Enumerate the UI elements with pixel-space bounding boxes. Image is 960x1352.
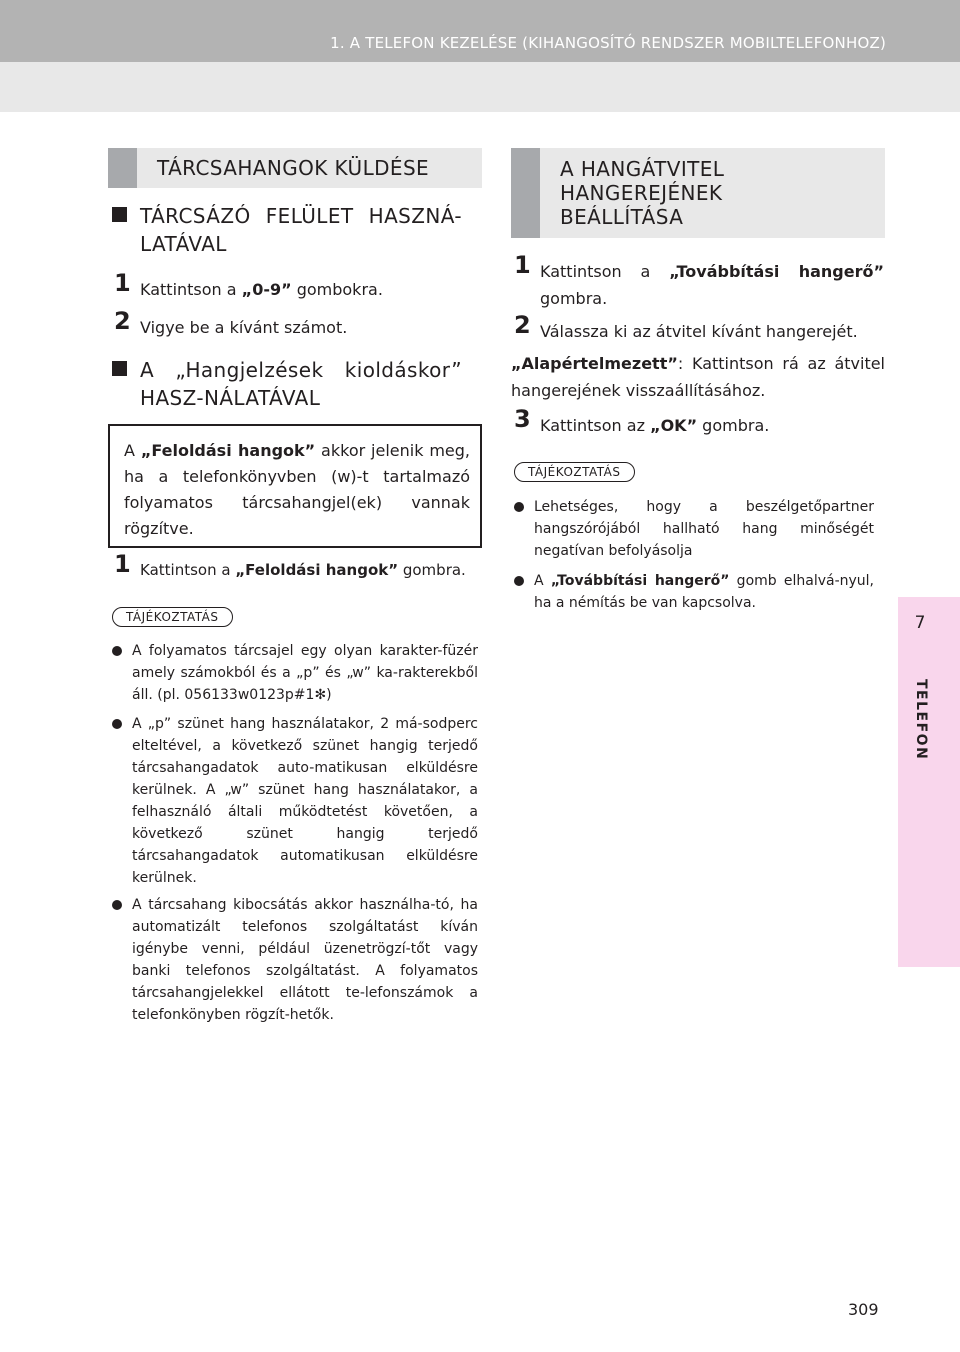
section-heading-right	[511, 148, 885, 238]
step-number: 3	[514, 405, 531, 433]
section-heading-line: HANGEREJÉNEK	[560, 181, 723, 205]
square-bullet-icon	[112, 361, 127, 376]
button-ref-release-tones: „Feloldási hangok”	[235, 561, 399, 579]
bullet-dot-icon	[112, 900, 122, 910]
button-ref-ok: „OK”	[650, 416, 698, 435]
header-bar	[0, 0, 960, 62]
step-text: Vigye be a kívánt számot.	[140, 318, 348, 337]
bullet-dot-icon	[112, 646, 122, 656]
chapter-number: 7	[914, 613, 926, 633]
step-text: Válassza ki az átvitel kívánt hangerejét.	[540, 322, 858, 341]
square-bullet-icon	[112, 207, 127, 222]
chapter-label: TELEFON	[913, 679, 929, 761]
button-ref-default: „Alapértelmezett”	[511, 354, 678, 373]
button-ref-release-tones: „Feloldási hangok”	[140, 441, 316, 460]
default-description: „Alapértelmezett”: Kattintson rá az átvitel hangerejének visszaállításához.	[511, 354, 885, 400]
subheading-text: A „Hangjelzések kioldáskor” HASZ-NÁLATÁVAL	[140, 358, 462, 410]
step-number: 1	[114, 550, 131, 578]
running-header-title: 1. A TELEFON KEZELÉSE (KIHANGOSÍTÓ RENDSZER MOBILTELEFONHOZ)	[330, 34, 886, 52]
subheading-text: TÁRCSÁZÓ FELÜLET HASZNÁ-LATÁVAL	[140, 204, 462, 256]
button-ref-transmit-volume: „Továbbítási hangerő”	[550, 573, 730, 589]
heading-accent-bar	[108, 148, 137, 188]
step-number: 2	[114, 307, 131, 335]
section-heading-line: BEÁLLÍTÁSA	[560, 205, 684, 229]
page-number: 309	[848, 1300, 879, 1319]
step-number: 2	[514, 311, 531, 339]
section-heading-line: A HANGÁTVITEL	[560, 157, 725, 181]
info-label-left: TÁJÉKOZTATÁS	[112, 607, 233, 627]
button-ref-transmit-volume: „Továbbítási hangerő”	[669, 262, 884, 281]
section-heading-left	[108, 148, 482, 188]
info-label-right: TÁJÉKOZTATÁS	[514, 462, 635, 482]
step-text-end: gombokra.	[291, 280, 383, 299]
step-text: Kattintson a	[140, 280, 242, 299]
section-heading-text: TÁRCSAHANGOK KÜLDÉSE	[157, 156, 430, 180]
header-subbar	[0, 62, 960, 112]
heading-accent-bar	[511, 148, 540, 238]
note-text: akkor jelenik meg, ha a telefonkönyvben (w)-t tartalmazó folyamatos tárcsahangjel(ek) vannak rögzítve.	[124, 441, 471, 538]
bullet-dot-icon	[514, 502, 524, 512]
step-number: 1	[514, 251, 531, 279]
chapter-tab	[898, 597, 960, 967]
bullet-dot-icon	[112, 719, 122, 729]
note-box: A „Feloldási hangok” akkor jelenik meg, ha a telefonkönyvben (w)-t tartalmazó folyamatos tárcsahangjel(ek) vannak rögzítve.	[108, 424, 482, 548]
step-number: 1	[114, 269, 131, 297]
bullet-dot-icon	[514, 576, 524, 586]
button-ref-digits: „0-9”	[241, 280, 292, 299]
